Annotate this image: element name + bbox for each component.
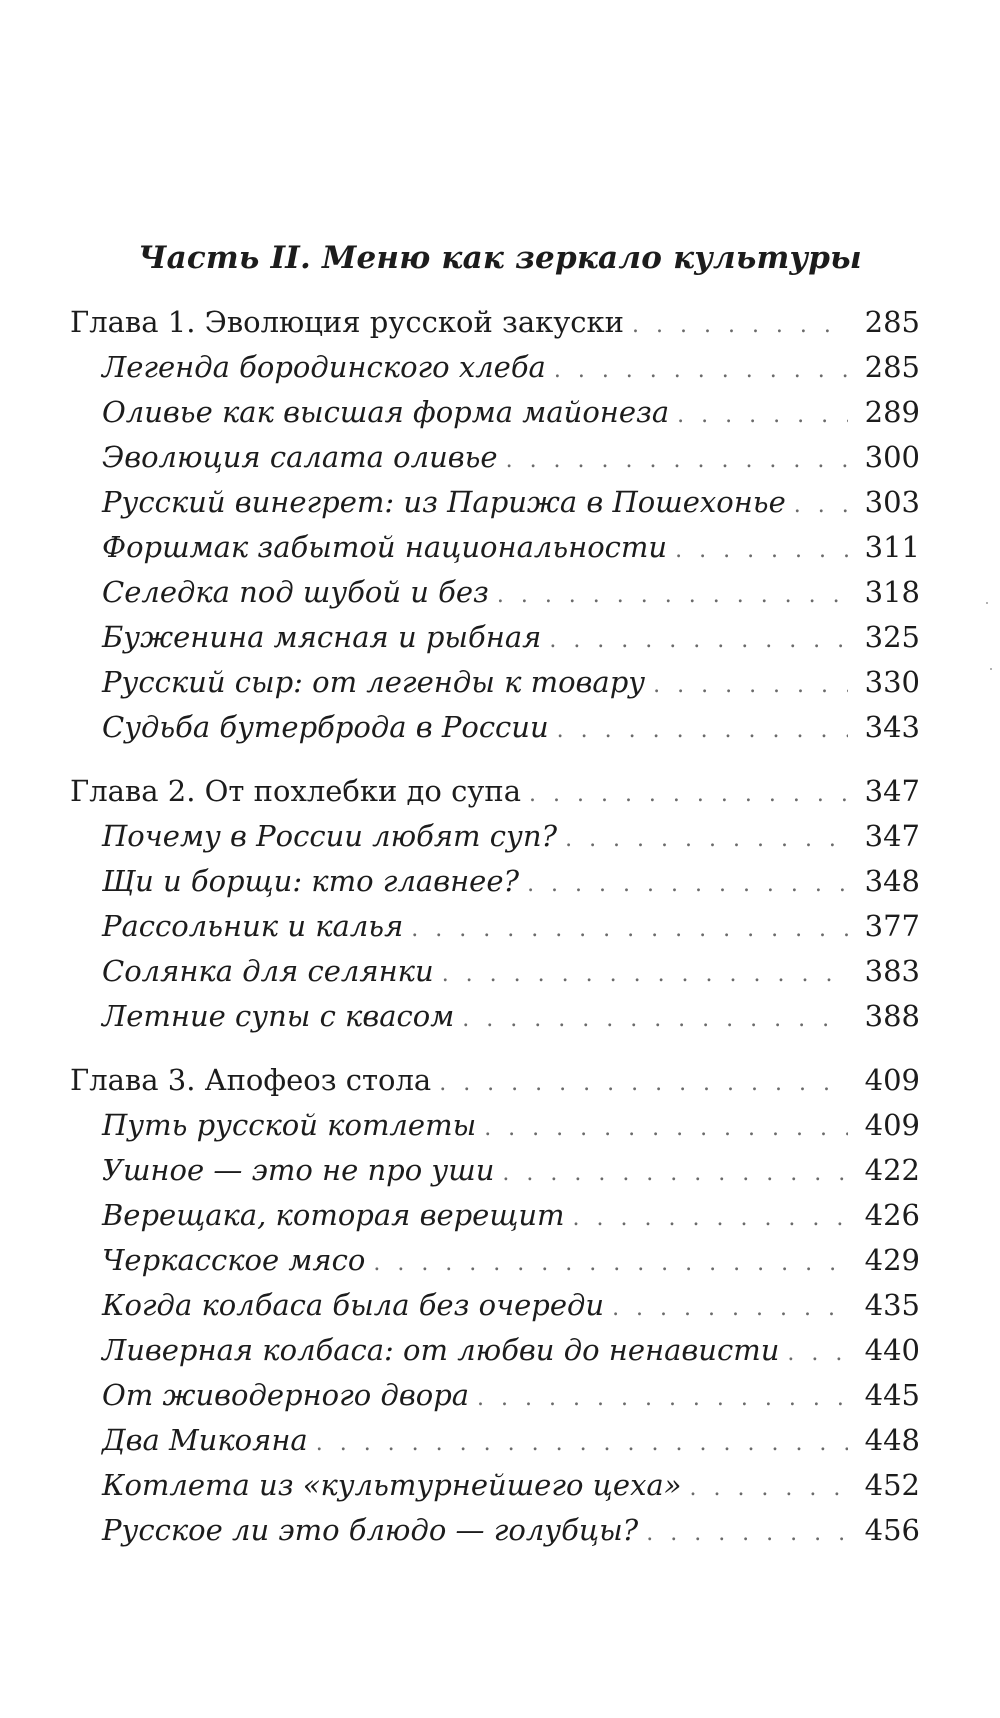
page-number: 285 — [864, 350, 920, 384]
page-number: 303 — [864, 485, 920, 519]
toc-entry[interactable] — [70, 615, 920, 660]
toc-entry[interactable] — [70, 1418, 920, 1463]
page-number: 435 — [864, 1288, 920, 1322]
toc-entry[interactable] — [70, 390, 920, 435]
chapter-heading[interactable] — [70, 769, 920, 814]
page-number: 377 — [864, 909, 920, 943]
section-title: Котлета из «культурнейшего цеха» — [102, 1468, 682, 1502]
chapter-title: Глава 1. Эволюция русской закуски — [70, 305, 625, 339]
dot-leader — [442, 952, 848, 997]
page-number: 440 — [864, 1333, 920, 1367]
section-title: Щи и борщи: кто главнее? — [102, 864, 520, 898]
section-title: Верещака, которая верещит — [102, 1198, 565, 1232]
section-title: Путь русской котлеты — [102, 1108, 477, 1142]
page-number: 409 — [864, 1063, 920, 1097]
dot-leader — [612, 1286, 848, 1331]
dot-leader — [462, 997, 848, 1042]
toc-entry[interactable] — [70, 904, 920, 949]
dot-leader — [477, 1376, 848, 1421]
dot-leader — [557, 708, 848, 753]
section-title: Летние супы с квасом — [102, 999, 455, 1033]
toc-entry[interactable] — [70, 814, 920, 859]
page-number: 445 — [864, 1378, 920, 1412]
dot-leader — [527, 862, 848, 907]
dot-leader — [554, 348, 848, 393]
chapter-heading[interactable] — [70, 1058, 920, 1103]
section-title: Русский винегрет: из Парижа в Пошехонье — [102, 485, 786, 519]
dot-leader — [646, 1511, 848, 1556]
toc-entry[interactable] — [70, 705, 920, 750]
chapter-heading[interactable] — [70, 300, 920, 345]
toc-entry[interactable] — [70, 949, 920, 994]
dot-leader — [632, 303, 848, 348]
toc-entry[interactable] — [70, 435, 920, 480]
dot-leader — [677, 393, 848, 438]
section-title: Селедка под шубой и без — [102, 575, 489, 609]
page-number: 330 — [864, 665, 920, 699]
toc-entry[interactable] — [70, 1463, 920, 1508]
chapter-2 — [70, 769, 920, 1039]
dot-leader — [373, 1241, 848, 1286]
page-number: 383 — [864, 954, 920, 988]
dot-leader — [502, 1151, 848, 1196]
dot-leader — [689, 1466, 848, 1511]
toc-entry[interactable] — [70, 1193, 920, 1238]
section-title: Форшмак забытой национальности — [102, 530, 668, 564]
toc-entry[interactable] — [70, 660, 920, 705]
page-number: 300 — [864, 440, 920, 474]
toc-entry[interactable] — [70, 480, 920, 525]
section-title: Русское ли это блюдо — голубцы? — [102, 1513, 639, 1547]
dot-leader — [497, 573, 848, 618]
page-number: 289 — [864, 395, 920, 429]
page-number: 452 — [864, 1468, 920, 1502]
page-number: 409 — [864, 1108, 920, 1142]
toc-entry[interactable] — [70, 859, 920, 904]
section-title: Ушное — это не про уши — [102, 1153, 495, 1187]
dot-leader — [794, 483, 848, 528]
section-title: Судьба бутерброда в России — [102, 710, 549, 744]
toc-entry[interactable] — [70, 994, 920, 1039]
page-number: 347 — [864, 774, 920, 808]
dot-leader — [675, 528, 848, 573]
dot-leader — [653, 663, 848, 708]
page-number: 318 — [864, 575, 920, 609]
toc-entry[interactable] — [70, 1103, 920, 1148]
chapter-1 — [70, 300, 920, 750]
page-number: 311 — [864, 530, 920, 564]
page-number: 422 — [864, 1153, 920, 1187]
toc-entry[interactable] — [70, 1328, 920, 1373]
page-number: 325 — [864, 620, 920, 654]
toc-entry[interactable] — [70, 1238, 920, 1283]
dot-leader — [787, 1331, 848, 1376]
dot-leader — [573, 1196, 848, 1241]
toc-entry[interactable] — [70, 1283, 920, 1328]
part-title: Часть II. Меню как зеркало культуры — [138, 240, 862, 276]
page-number: 348 — [864, 864, 920, 898]
chapter-title: Глава 2. От похлебки до супа — [70, 774, 521, 808]
section-title: Два Микояна — [102, 1423, 308, 1457]
toc-entry[interactable] — [70, 1148, 920, 1193]
table-of-contents — [70, 300, 920, 1553]
section-title: От живодерного двора — [102, 1378, 470, 1412]
page-number: 388 — [864, 999, 920, 1033]
section-title: Ливерная колбаса: от любви до ненависти — [102, 1333, 780, 1367]
page-number: 456 — [864, 1513, 920, 1547]
dot-leader — [506, 438, 848, 483]
section-title: Буженина мясная и рыбная — [102, 620, 542, 654]
page-number: 448 — [864, 1423, 920, 1457]
section-title: Солянка для селянки — [102, 954, 434, 988]
dot-leader — [549, 618, 848, 663]
dot-leader — [565, 817, 848, 862]
toc-entry[interactable] — [70, 1373, 920, 1418]
dot-leader — [316, 1421, 848, 1466]
section-title: Почему в России любят суп? — [102, 819, 558, 853]
chapter-3 — [70, 1058, 920, 1553]
dot-leader — [484, 1106, 848, 1151]
section-title: Легенда бородинского хлеба — [102, 350, 546, 384]
section-title: Рассольник и калья — [102, 909, 404, 943]
page-number: 426 — [864, 1198, 920, 1232]
section-title: Русский сыр: от легенды к товару — [102, 665, 646, 699]
section-title: Эволюция салата оливье — [102, 440, 498, 474]
toc-entry[interactable] — [70, 525, 920, 570]
chapter-title: Глава 3. Апофеоз стола — [70, 1063, 432, 1097]
dot-leader — [529, 772, 848, 817]
page-number: 347 — [864, 819, 920, 853]
section-title: Черкасское мясо — [102, 1243, 366, 1277]
section-title: Когда колбаса была без очереди — [102, 1288, 605, 1322]
toc-entry[interactable] — [70, 1508, 920, 1553]
scan-speck — [990, 668, 992, 670]
page-number: 343 — [864, 710, 920, 744]
toc-entry[interactable] — [70, 570, 920, 615]
dot-leader — [411, 907, 848, 952]
section-title: Оливье как высшая форма майонеза — [102, 395, 670, 429]
page-number: 429 — [864, 1243, 920, 1277]
page-number: 285 — [864, 305, 920, 339]
dot-leader — [439, 1061, 848, 1106]
scan-speck — [986, 602, 988, 604]
toc-entry[interactable] — [70, 345, 920, 390]
